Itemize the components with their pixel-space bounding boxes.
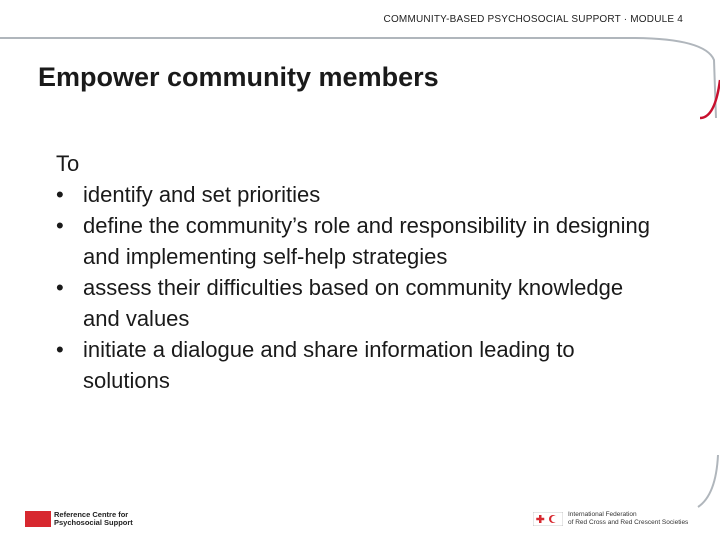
bullet-text: initiate a dialogue and share information leading to solutions	[83, 337, 575, 393]
bullet-text: define the community’s role and responsibility in designing and implementing self-help strategies	[83, 213, 651, 269]
bullet-icon: •	[56, 213, 64, 238]
slide-body	[56, 148, 656, 396]
bullet-text: assess their difficulties based on community knowledge and values	[83, 275, 624, 331]
list-item	[56, 272, 656, 334]
list-item	[56, 334, 656, 396]
red-accent-curve	[700, 80, 720, 118]
ifrc-line-2: of Red Cross and Red Crescent Societies	[568, 518, 689, 526]
logo-line-1: Reference Centre for	[54, 510, 129, 519]
bullet-icon: •	[56, 275, 64, 300]
slide-title: Empower community members	[38, 62, 439, 92]
list-item	[56, 179, 656, 210]
module-header: COMMUNITY-BASED PSYCHOSOCIAL SUPPORT · MODULE 4	[383, 14, 683, 25]
list-item	[56, 210, 656, 272]
red-logo-box-icon	[25, 511, 51, 527]
ifrc-logo	[533, 511, 688, 526]
psychosocial-centre-logo	[25, 511, 133, 527]
bullet-icon: •	[56, 182, 64, 207]
logo-text	[54, 511, 133, 527]
intro-text: To	[56, 151, 80, 176]
bullet-list	[56, 179, 656, 396]
bottom-decorative-curve	[0, 455, 720, 510]
logo-line-2: Psychosocial Support	[54, 518, 133, 527]
ifrc-name-text	[568, 511, 688, 526]
ifrc-line-1: International Federation	[568, 511, 637, 518]
red-cross-crescent-icon	[533, 512, 563, 526]
bullet-text: identify and set priorities	[83, 182, 321, 207]
bullet-icon: •	[56, 337, 64, 362]
